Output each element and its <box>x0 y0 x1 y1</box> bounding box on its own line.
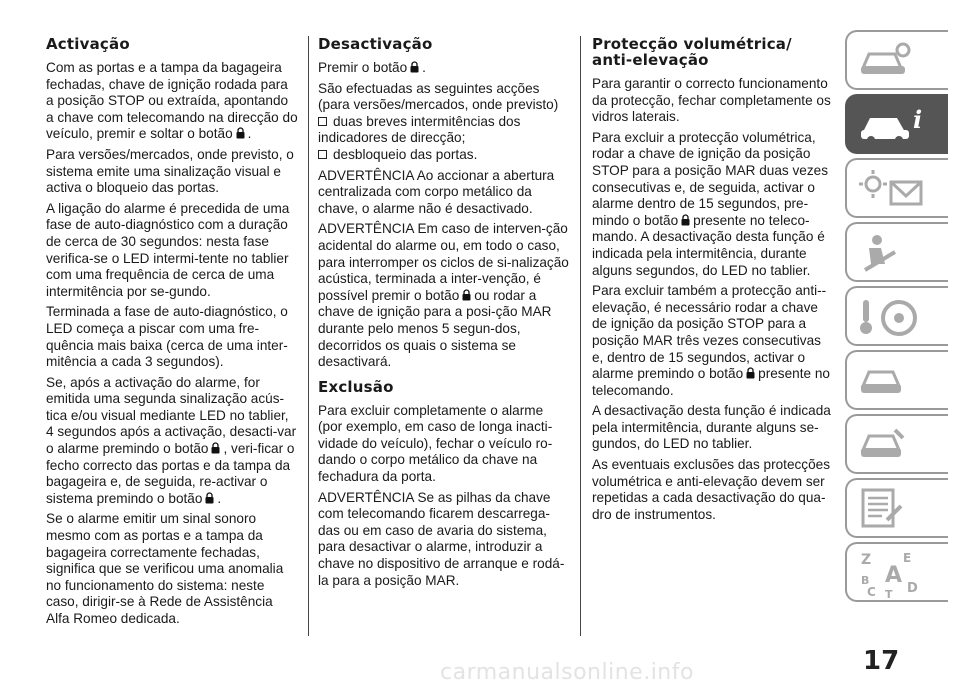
tab-starting-driving[interactable] <box>845 286 948 346</box>
bullet-square-icon <box>318 117 327 126</box>
specs-list-icon <box>855 486 915 532</box>
car-dashboard-icon <box>855 38 915 82</box>
lock-icon <box>462 289 471 301</box>
tab-index[interactable] <box>845 542 948 602</box>
svg-text:C: C <box>867 585 876 599</box>
paragraph: Para versões/mercados, onde previsto, o sistema emite uma sinalização visual e activa o bloqueio das portas. <box>46 146 294 196</box>
car-breakdown-icon <box>855 358 915 404</box>
steering-key-icon <box>855 294 925 340</box>
tab-getting-to-know[interactable] <box>845 94 948 154</box>
tab-warning-lights[interactable] <box>845 158 948 218</box>
paragraph: Com as portas e a tampa da bagageira fechadas, chave de ignição rodada para a posição STOP ou extraída, apontando a chave com telecomando na direcção do veículo, premir e soltar o botão . <box>46 60 298 142</box>
svg-text:i: i <box>913 105 923 134</box>
paragraph: Para excluir completamente o alarme (por exemplo, em caso de longa inacti-vidade do veículo), fechar o veículo ro-dando o corpo metálico da chave na fechadura da porta. <box>318 402 553 485</box>
heading-activation: Activação <box>46 35 130 53</box>
bullet-item: desbloqueio das portas. <box>318 147 570 164</box>
paragraph: A ligação do alarme é precedida de uma fase de auto-diagnóstico com a duração de cerca de 30 segundos: nesta fase verifica-se o LED intermi-tente no tablier com uma frequência de cerca de uma intermitência por se-gundo. <box>46 200 290 299</box>
paragraph: Para excluir a protecção volumétrica, rodar a chave de ignição da posição STOP para a posição MAR duas vezes consecutivas e, de seguida, activar o alarme dentro de 15 segundos, pre-mindo o botão presente no teleco-mando. A desactivação desta função é indicada pela intermitência, durante alguns segundos, do LED no tablier. <box>592 129 828 278</box>
paragraph: ADVERTÊNCIA Se as pilhas da chave com telecomando ficarem descarrega-das ou em caso de avaria do sistema, para desactivar o alarme, introduzir a chave no dispositivo de arranque e rodá-la para a posição MAR. <box>318 489 565 588</box>
svg-text:Z: Z <box>861 552 872 568</box>
paragraph: Para excluir também a protecção anti--elevação, é necessário rodar a chave de ignição da posição STOP para a posição MAR três vezes consecutivas e, dentro de 15 segundos, activar o alarme premindo o botão presente no telecomando. <box>592 283 830 398</box>
lock-icon <box>211 442 220 454</box>
paragraph: Para garantir o correcto funcionamento da protecção, fechar completamente os vidros laterais. <box>592 76 831 125</box>
paragraph: ADVERTÊNCIA Em caso de interven-ção acidental do alarme ou, em todo o caso, para interromper os ciclos de si-nalização acústica, terminada a inter-venção, é possível premir o botão ou rodar a chave de ignição para a posi-ção MAR durante pelo menos 5 segun-dos, decorridos os quais o sistema se desactivará. <box>318 221 569 370</box>
lock-icon <box>681 214 690 226</box>
lock-icon <box>746 367 755 379</box>
svg-text:T: T <box>885 588 893 600</box>
paragraph: Terminada a fase de auto-diagnóstico, o LED começa a piscar com uma fre-quência mais baixa (cerca de uma inter-mitência a cada 3 segundos). <box>46 304 288 370</box>
paragraph: As eventuais exclusões das protecções volumétrica e anti-elevação devem ser repetidas a cada desactivação do qua-dro de instrumentos. <box>592 457 831 522</box>
svg-text:D: D <box>907 581 918 596</box>
bullet-item: duas breves intermitências dos indicadores de direcção; <box>318 113 521 146</box>
bullet-square-icon <box>318 150 327 159</box>
tab-emergency[interactable] <box>845 350 948 410</box>
page-number: 17 <box>863 646 900 676</box>
car-info-icon <box>855 102 935 148</box>
tab-safety[interactable] <box>845 222 948 282</box>
column-volumetric-protection <box>592 36 832 527</box>
heading-volumetric-protection: Protecção volumétrica/ anti-elevação <box>592 35 792 69</box>
car-service-icon <box>855 422 915 468</box>
lock-icon <box>410 61 419 73</box>
tab-maintenance[interactable] <box>845 414 948 474</box>
tab-dashboard[interactable] <box>845 30 948 90</box>
svg-text:B: B <box>861 574 870 587</box>
column-deactivation <box>318 36 570 593</box>
heading-exclusion: Exclusão <box>318 377 394 396</box>
airbag-seat-icon <box>855 230 915 276</box>
warning-lights-icon <box>855 166 935 212</box>
paragraph: Se o alarme emitir um sinal sonoro mesmo com as portas e a tampa da bagageira correctamente fechadas, significa que se verificou uma anomalia no funcionamento do sistema: neste caso, dirigir-se à Rede de Assistência Alfa Romeo dedicada. <box>46 511 284 626</box>
watermark: carmanualsonline.info <box>440 660 694 685</box>
paragraph: A desactivação desta função é indicada pela intermitência, durante alguns se-gundos, do LED no tablier. <box>592 403 831 452</box>
heading-deactivation: Desactivação <box>318 35 433 53</box>
svg-text:A: A <box>885 563 903 588</box>
paragraph: Premir o botão . <box>318 60 426 75</box>
paragraph: São efectuadas as seguintes acções (para versões/mercados, onde previsto) <box>318 80 559 113</box>
column-activation <box>46 36 298 632</box>
svg-text:E: E <box>903 551 912 565</box>
column-divider-1 <box>308 36 309 636</box>
paragraph: Se, após a activação do alarme, for emitida uma segunda sinalização acús-tica e/ou visual mediante LED no tablier, 4 segundos após a activação, desacti-var o alarme premindo o botão , veri-ficar o fecho correcto das portas e da tampa da bagageira e, de seguida, re-activar o sistema premindo o botão . <box>46 374 297 506</box>
alphabetical-index-icon <box>855 550 925 600</box>
paragraph: ADVERTÊNCIA Ao accionar a abertura centralizada com corpo metálico da chave, o alarme não é desactivado. <box>318 167 555 216</box>
lock-icon <box>236 127 245 139</box>
lock-icon <box>205 492 214 504</box>
tab-technical-data[interactable] <box>845 478 948 538</box>
column-divider-2 <box>580 36 581 636</box>
